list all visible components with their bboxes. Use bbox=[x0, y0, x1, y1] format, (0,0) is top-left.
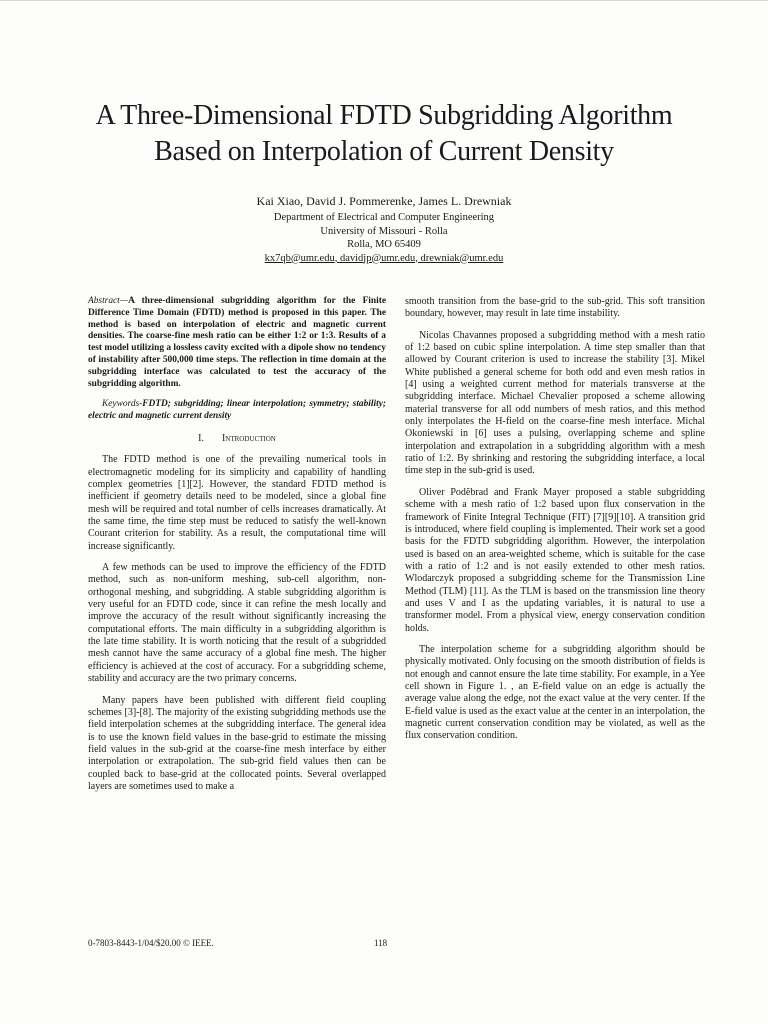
body-paragraph: The interpolation scheme for a subgridding algorithm should be physically motivated. Only focusing on the smooth distribution of fields is not enough and cannot ensure the late time stability. For example, in a Yee cell shown in Figure 1. , an E-field value on an edge is actually the average value along the edge, not the exact value at the very center. If the E-field value is used as the exact value at the center in an interpolation, the magnetic current conservation condition may be violated, as well as the flux conservation condition. bbox=[405, 643, 705, 742]
affiliation-block bbox=[100, 211, 668, 265]
body-paragraph: The FDTD method is one of the prevailing numerical tools in electromagnetic modeling for its simplicity and capability of handling complex geometries [1][2]. However, the standard FDTD method is inefficient if geometry details need to be modeled, since a global fine mesh will be required and total number of cells increases dramatically. At the same time, the time step must be reduced to satisfy the well-known Courant criterion for stability. As a result, the computational time will increase significantly. bbox=[88, 454, 386, 552]
section-title: Introduction bbox=[221, 432, 276, 444]
abstract bbox=[88, 296, 386, 390]
body-paragraph: Nicolas Chavannes proposed a subgridding method with a mesh ratio of 1:2 based on cubic spline interpolation. A time step smaller than that allowed by Courant criterion is used to increase the stability [3]. Mikel White published a general scheme for both odd and even mesh ratios in [4] using a weighted current method for materials transverse at the subgridding interface. Michael Chevalier proposed a scheme allowing material transverse for all odd numbers of mesh ratios, and this method only interpolates the H-field on the coarse-fine mesh interface. Michal Okoniewski in [6] uses a pulsing, overlapping scheme and spline interpolation and extrapolation in a subgridding algorithm with a mesh ratio of 1:2. By shrinking and restoring the subgridding interface, a local time step in the sub-grid is used. bbox=[405, 329, 705, 477]
abstract-lead: Abstract— bbox=[88, 296, 129, 306]
right-column bbox=[405, 296, 705, 752]
page-number: 118 bbox=[374, 938, 388, 948]
title-line-2: Based on Interpolation of Current Density bbox=[154, 136, 614, 167]
city: Rolla, MO 65409 bbox=[347, 239, 421, 250]
author-emails[interactable]: kx7qb@umr.edu, davidjp@umr.edu, drewniak@umr.edu bbox=[264, 252, 504, 264]
body-paragraph: A few methods can be used to improve the efficiency of the FDTD method, such as non-uniform meshing, sub-cell algorithm, non-orthogonal meshing, and subgridding. A stable subgridding algorithm is very useful for an FDTD code, since it can refine the mesh locally and improve the accuracy of the result without significantly increasing the computational efforts. The main difficulty in a subgridding algorithm is the late time stability. It is worth noticing that the result of a subgridded mesh cannot have the same accuracy of a global fine mesh. The higher efficiency is achieved at the cost of accuracy. For a subgridding scheme, stability and accuracy are the two primary concerns. bbox=[88, 562, 386, 685]
department: Department of Electrical and Computer Engineering bbox=[273, 212, 495, 223]
body-paragraph: Many papers have been published with different field coupling schemes [3]-[8]. The majority of the existing subgridding methods use the field interpolation schemes at the subgridding interface. The general idea is to use the known field values in the base-grid to estimate the missing field values in the sub-grid at the coarse-fine mesh interface by either interpolation or extrapolation. The sub-grid field values then can be coupled back to base-grid at the collocated points. Several overlapped layers are sometimes used to make a bbox=[88, 694, 386, 792]
keywords-text: FDTD; subgridding; linear interpolation; symmetry; stability; electric and magnetic current density bbox=[88, 399, 386, 422]
paper-title bbox=[40, 98, 728, 170]
keywords bbox=[88, 399, 386, 423]
section-heading-introduction bbox=[88, 433, 386, 445]
abstract-text: A three-dimensional subgridding algorithm for the Finite Difference Time Domain (FDTD) method is proposed in this paper. The method is based on interpolation of electric and magnetic current densities. The coarse-fine mesh ratio can be either 1:2 or 1:3. Results of a test model utilizing a lossless cavity excited with a dipole show no tendency of instability after 500,000 time steps. The reflection in time domain at the subgridding interface was calculated to test the accuracy of the subgridding algorithm. bbox=[88, 296, 386, 389]
body-paragraph: smooth transition from the base-grid to the sub-grid. This soft transition boundary, however, may result in late time instability. bbox=[405, 296, 705, 320]
title-line-1: A Three-Dimensional FDTD Subgridding Algorithm bbox=[95, 100, 673, 131]
body-paragraph: Oliver Podĕbrad and Frank Mayer proposed a stable subgridding scheme with a mesh ratio of 1:2 based upon flux conservation in the framework of Finite Integral Technique (FIT) [7][9][10]. A transition grid is introduced, where field coupling is implemented. Their work set a good basis for the FDTD subgridding algorithm. However, the interpolation used is based on an area-weighted scheme, which is suitable for the case with a ratio of 1:2 and is not easily extended to other mesh ratios. Wlodarczyk proposed a subgridding scheme for the Transmission Line Method (TLM) [11]. As the TLM is based on the transmission line theory and uses V and I as the updating variables, it is natural to use a transformer model. From a physical view, energy conservation condition holds. bbox=[405, 486, 705, 634]
section-number: I. bbox=[198, 432, 204, 444]
keywords-lead: Keywords- bbox=[102, 399, 143, 410]
university: University of Missouri - Rolla bbox=[320, 225, 448, 237]
left-column bbox=[88, 296, 386, 802]
author-list: Kai Xiao, David J. Pommerenke, James L. Drewniak bbox=[256, 194, 512, 208]
copyright-notice: 0-7803-8443-1/04/$20.00 © IEEE. bbox=[88, 938, 214, 948]
